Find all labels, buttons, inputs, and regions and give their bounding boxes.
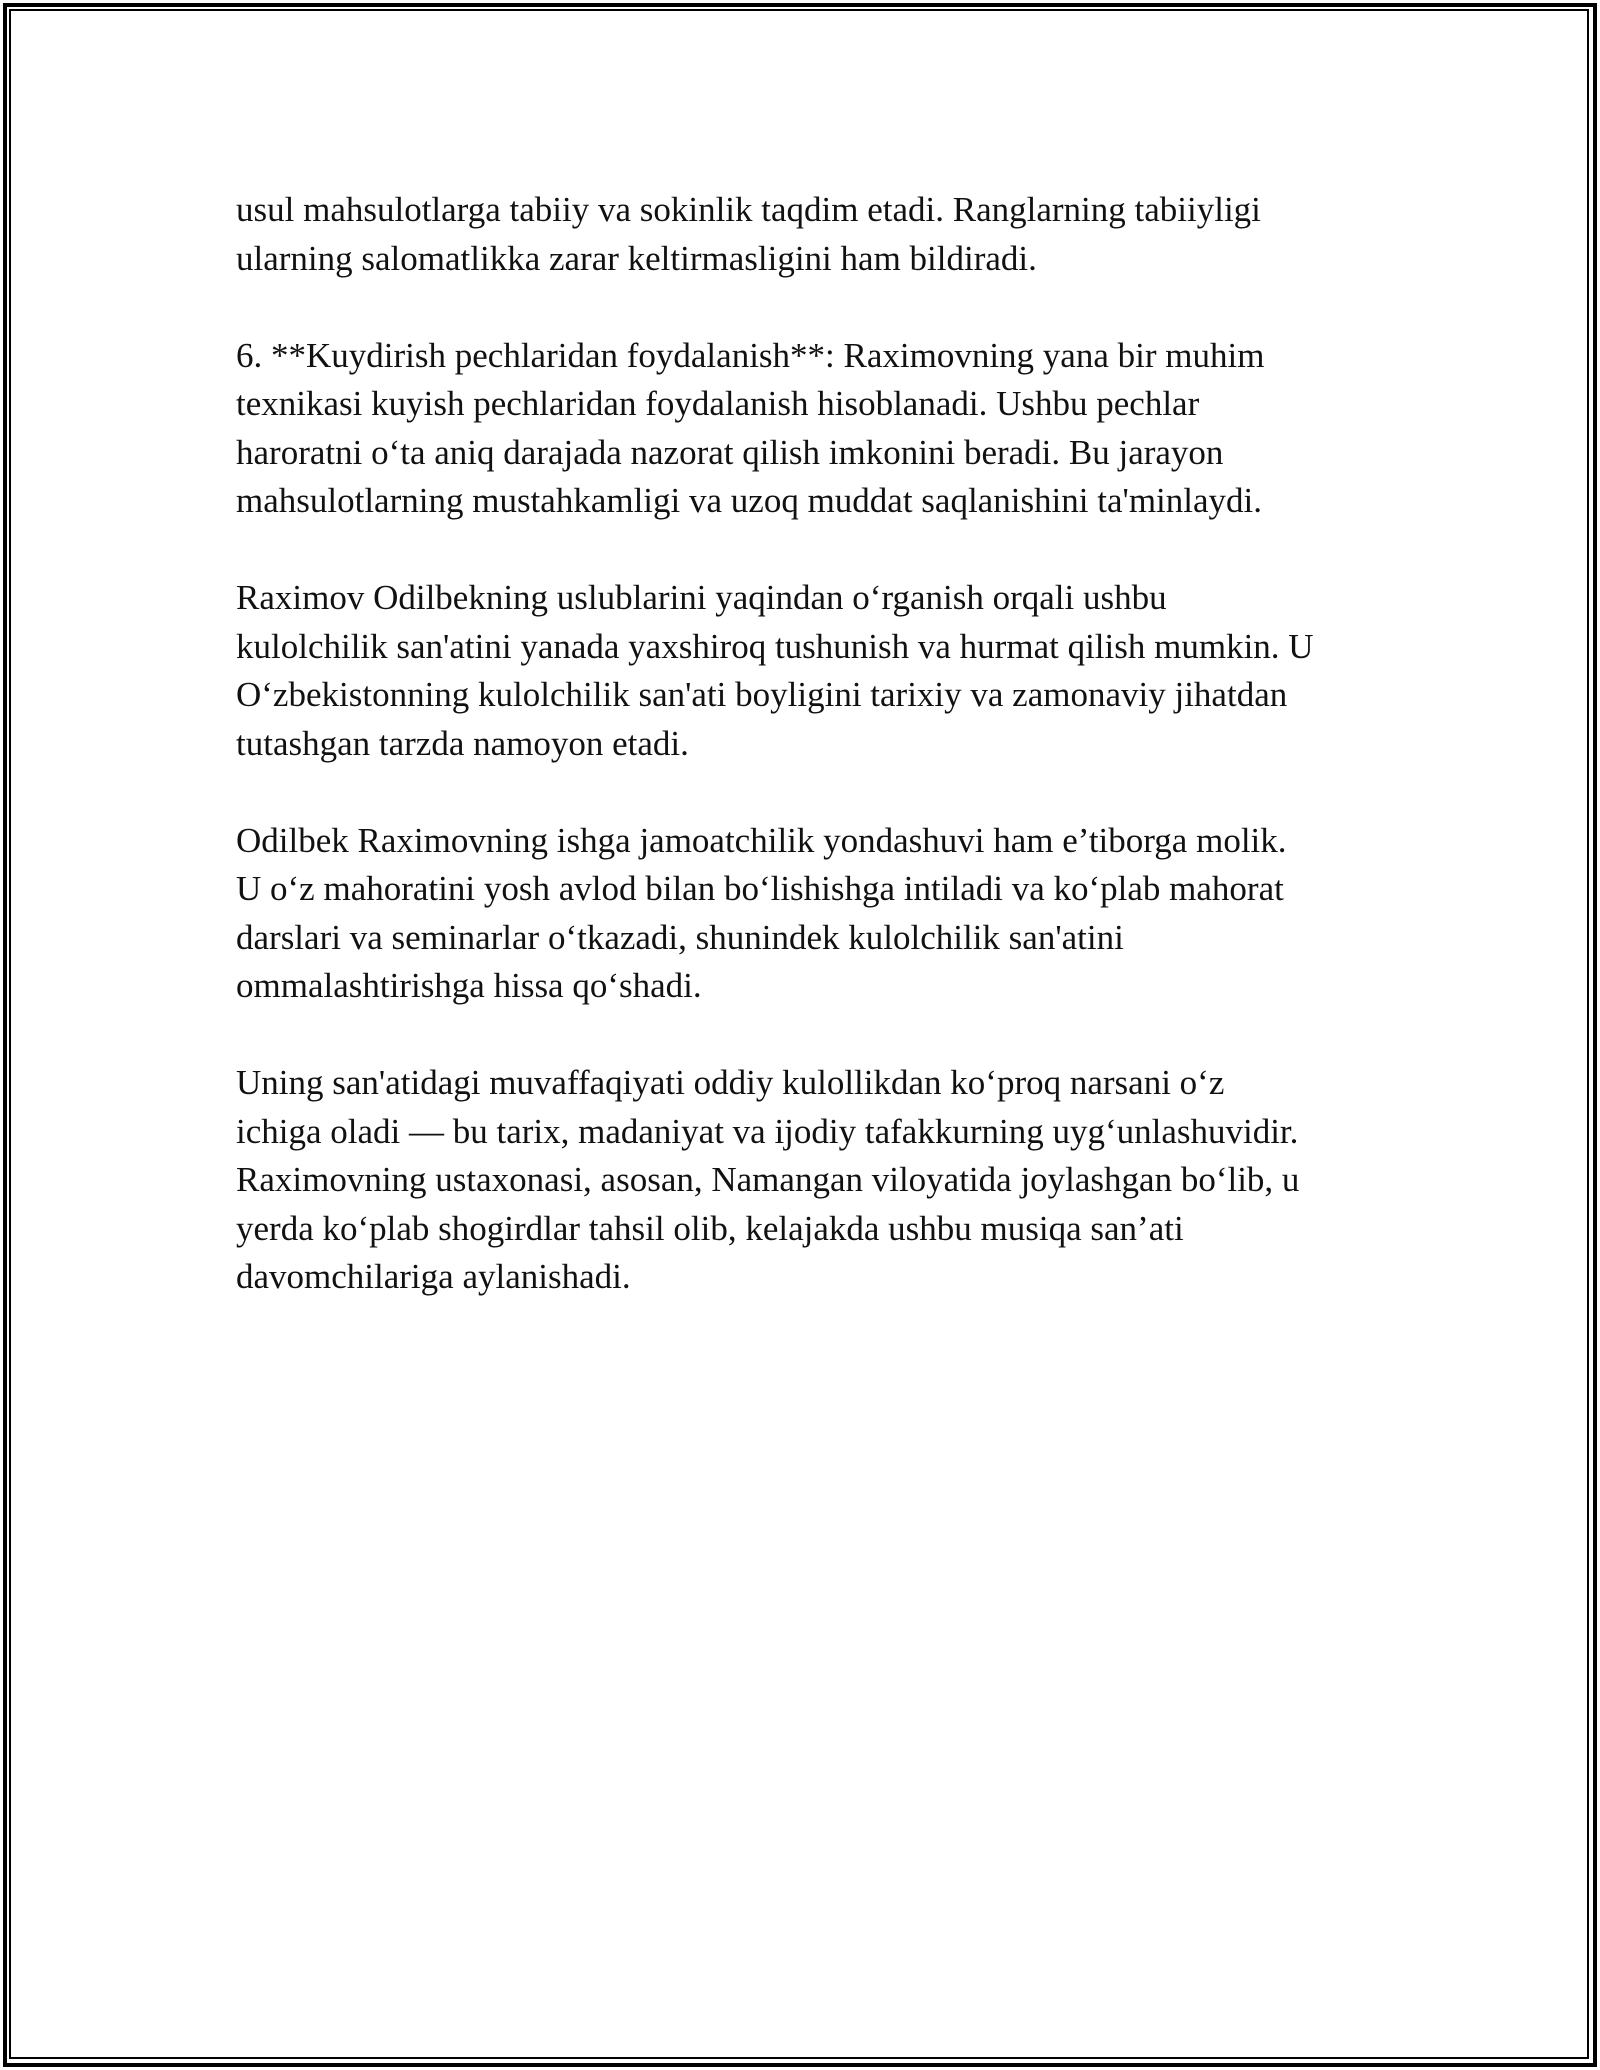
text-line: Odilbek Raximovning ishga jamoatchilik yondashuvi ham e’tiborga molik. xyxy=(236,820,1287,860)
text-line: Raximov Odilbekning uslublarini yaqindan o‘rganish orqali ushbu xyxy=(236,578,1167,617)
document-body xyxy=(236,186,1376,1350)
text-line: 6. **Kuydirish pechlaridan foydalanish**: Raximovning yana bir muhim xyxy=(236,335,1265,375)
text-line: darslari va seminarlar o‘tkazadi, shunindek kulolchilik san'atini xyxy=(236,917,1124,957)
paragraph-community xyxy=(236,817,1376,1011)
text-line: mahsulotlarning mustahkamligi va uzoq muddat saqlanishini ta'minlaydi. xyxy=(236,481,1263,520)
text-line: ularning salomatlikka zarar keltirmasligini ham bildiradi. xyxy=(236,238,1037,278)
paragraph-natural-colors xyxy=(236,186,1376,283)
text-line: tutashgan tarzda namoyon etadi. xyxy=(236,723,689,763)
text-line: Raximovning ustaxonasi, asosan, Namangan viloyatida joylashgan bo‘lib, u xyxy=(236,1160,1300,1199)
text-line: ichiga oladi — bu tarix, madaniyat va ijodiy tafakkurning uyg‘unlashuvidir. xyxy=(236,1111,1299,1151)
text-line: ommalashtirishga hissa qo‘shadi. xyxy=(236,966,702,1005)
text-line: yerda ko‘plab shogirdlar tahsil olib, kelajakda ushbu musiqa san’ati xyxy=(236,1208,1184,1248)
text-line: U o‘z mahoratini yosh avlod bilan bo‘lishishga intiladi va ko‘plab mahorat xyxy=(236,869,1284,908)
text-line: Uning san'atidagi muvaffaqiyati oddiy kulollikdan ko‘proq narsani o‘z xyxy=(236,1063,1225,1102)
text-line: usul mahsulotlarga tabiiy va sokinlik taqdim etadi. Ranglarning tabiiyligi xyxy=(236,190,1261,229)
text-line: davomchilariga aylanishadi. xyxy=(236,1257,631,1296)
paragraph-success xyxy=(236,1059,1376,1302)
paragraph-study-styles xyxy=(236,574,1376,768)
text-line: texnikasi kuyish pechlaridan foydalanish hisoblanadi. Ushbu pechlar xyxy=(236,384,1200,423)
text-line: O‘zbekistonning kulolchilik san'ati boyligini tarixiy va zamonaviy jihatdan xyxy=(236,675,1288,714)
text-line: haroratni o‘ta aniq darajada nazorat qilish imkonini beradi. Bu jarayon xyxy=(236,432,1224,472)
paragraph-kilns xyxy=(236,332,1376,526)
text-line: kulolchilik san'atini yanada yaxshiroq tushunish va hurmat qilish mumkin. U xyxy=(236,626,1314,666)
